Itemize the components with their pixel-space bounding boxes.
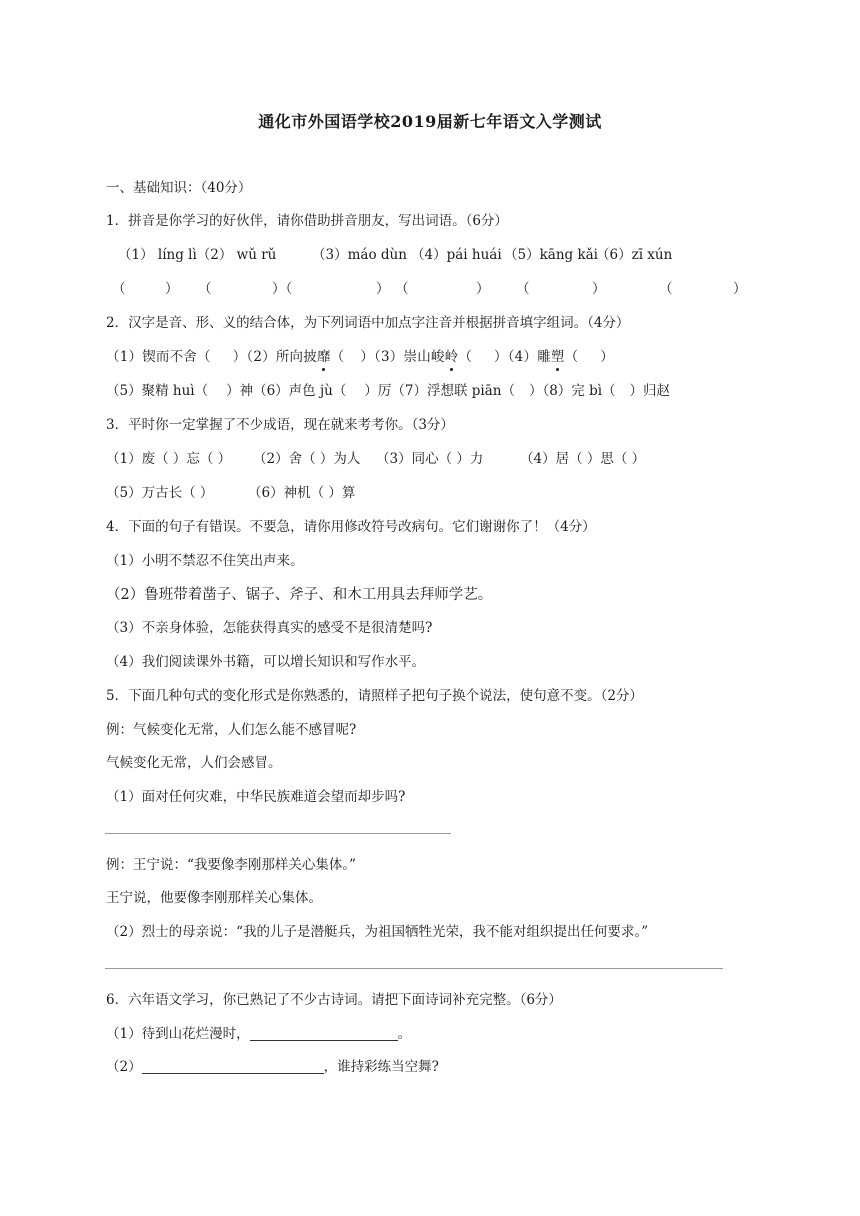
idiom-item: （6）神机（ ）算 (248, 485, 356, 501)
answer-box-close: ） (592, 281, 606, 297)
idiom-item: （5）万古长（ ） (106, 485, 214, 501)
poem-blank[interactable] (250, 1026, 398, 1041)
q2-row-1: （1）锲而不舍（ ）（2）所向披靡（ ）（3）崇山峻岭（ ）（4）雕塑（ ） (106, 349, 614, 365)
pinyin-5: （5）kāng kǎi (504, 247, 598, 263)
answer-box-open: （ (198, 281, 212, 297)
answer-box-open: （ (516, 281, 530, 297)
q4-item-4: （4）我们阅读课外书籍，可以增长知识和写作水平。 (106, 654, 426, 670)
q6-prompt: 6．六年语文学习，你已熟记了不少古诗词。请把下面诗词补充完整。（6分） (106, 992, 562, 1008)
pinyin-4: （4）pái huái (411, 247, 502, 263)
answer-box-close: ） (733, 281, 747, 297)
answer-line[interactable] (105, 968, 723, 969)
poem-blank[interactable] (142, 1059, 324, 1074)
q3-prompt: 3．平时你一定掌握了不少成语，现在就来考考你。（3分） (106, 417, 454, 433)
answer-box-close: ）（ (272, 281, 293, 297)
q6-item-1: （1）待到山花烂漫时， 。 (106, 1026, 412, 1042)
q4-item-3: （3）不亲身体验，怎能获得真实的感受不是很清楚吗? (106, 620, 433, 636)
answer-box-close: ） (165, 281, 179, 297)
q2-row-2: （5）聚精 huì（ ）神（6）声色 jù（ ）厉（7）浮想联 piān（ ）（8）完 bì（ ）归赵 (106, 383, 671, 399)
q5-example-1: 例：气候变化无常，人们怎么能不感冒呢? (106, 722, 357, 738)
idiom-item: （4）居（ ）思（ ） (520, 451, 646, 467)
page-title: 通化市外国语学校2019届新七年语文入学测试 (258, 112, 602, 131)
q5-example-1-answer: 气候变化无常，人们会感冒。 (106, 755, 282, 771)
q4-item-1: （1）小明不禁忍不住笑出声来。 (106, 553, 304, 569)
answer-box-open: （ (395, 281, 409, 297)
dotted-char: 塑 (550, 349, 565, 365)
answer-box-open: （ (112, 281, 126, 297)
q5-example-2-answer: 王宁说，他要像李刚那样关心集体。 (106, 890, 322, 906)
section-heading: 一、基础知识：（40分） (106, 180, 252, 196)
idiom-item: （1）废（ ）忘（ ） (106, 451, 232, 467)
idiom-item: （2）舍（ ）为人 (253, 451, 361, 467)
q5-example-2: 例：王宁说：“我要像李刚那样关心集体。” (106, 857, 357, 873)
q5-item-2: （2）烈士的母亲说：“我的儿子是潜艇兵，为祖国牺牲光荣，我不能对组织提出任何要求。” (106, 924, 649, 940)
dotted-char: 岭 (444, 349, 459, 365)
answer-box-close: ） (476, 281, 490, 297)
q4-prompt: 4．下面的句子有错误。不要急，请你用修改符号改病句。它们谢谢你了！（4分） (106, 519, 596, 535)
q5-prompt: 5．下面几种句式的变化形式是你熟悉的，请照样子把句子换个说法，使句意不变。（2分） (106, 688, 643, 704)
answer-box-open: （ (659, 281, 673, 297)
pinyin-1-2: （1） líng lì（2） wǔ rǔ (118, 247, 277, 263)
idiom-item: （3）同心（ ）力 (376, 451, 484, 467)
pinyin-6: （6）zī xún (596, 247, 673, 263)
pinyin-3: （3）máo dùn (312, 247, 407, 263)
answer-box-close: ） (376, 281, 390, 297)
answer-line[interactable] (105, 833, 451, 834)
q4-item-2: （2）鲁班带着凿子、锯子、斧子、和木工用具去拜师学艺。 (106, 587, 493, 603)
dotted-char: 靡 (316, 349, 331, 365)
q6-item-2: （2） ，谁持彩练当空舞? (106, 1059, 439, 1075)
q2-prompt: 2．汉字是音、形、义的结合体，为下列词语中加点字注音并根据拼音填字组词。（4分） (106, 315, 630, 331)
q1-prompt: 1．拼音是你学习的好伙伴，请你借助拼音朋友，写出词语。（6分） (106, 213, 508, 229)
q5-item-1: （1）面对任何灾难，中华民族难道会望而却步吗? (106, 789, 406, 805)
